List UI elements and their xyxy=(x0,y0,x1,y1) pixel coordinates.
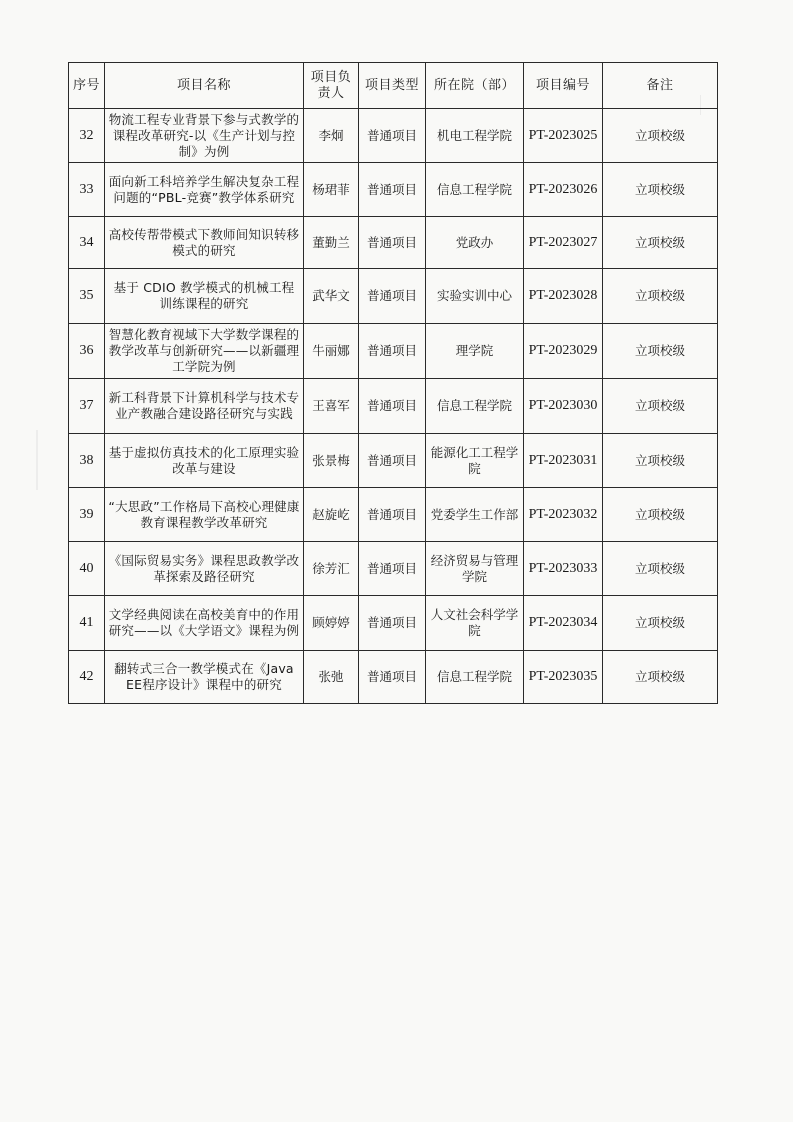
row-note: 立项校级 xyxy=(603,488,718,542)
project-table xyxy=(68,62,718,704)
table-row xyxy=(69,542,718,596)
row-no: 33 xyxy=(69,163,105,217)
row-project-name: 文学经典阅读在高校美育中的作用研究——以《大学语文》课程为例 xyxy=(105,596,304,651)
row-no: 37 xyxy=(69,379,105,434)
row-dept: 信息工程学院 xyxy=(426,379,524,434)
row-project-name: 物流工程专业背景下参与式教学的课程改革研究-以《生产计划与控制》为例 xyxy=(105,109,304,163)
row-leader: 顾婷婷 xyxy=(304,596,359,651)
row-project-name: 《国际贸易实务》课程思政教学改革探索及路径研究 xyxy=(105,542,304,596)
row-note: 立项校级 xyxy=(603,217,718,269)
row-project-name: 基于 CDIO 教学模式的机械工程训练课程的研究 xyxy=(105,269,304,324)
row-project-name: 高校传帮带模式下教师间知识转移模式的研究 xyxy=(105,217,304,269)
row-no: 42 xyxy=(69,651,105,704)
row-leader: 张景梅 xyxy=(304,434,359,488)
row-dept: 信息工程学院 xyxy=(426,163,524,217)
row-dept: 实验实训中心 xyxy=(426,269,524,324)
row-no: 41 xyxy=(69,596,105,651)
row-type: 普通项目 xyxy=(359,596,426,651)
row-type: 普通项目 xyxy=(359,651,426,704)
row-note: 立项校级 xyxy=(603,596,718,651)
header-name: 项目名称 xyxy=(105,63,304,109)
row-dept: 能源化工工程学院 xyxy=(426,434,524,488)
row-note: 立项校级 xyxy=(603,109,718,163)
row-type: 普通项目 xyxy=(359,488,426,542)
table-row xyxy=(69,109,718,163)
row-leader: 董勤兰 xyxy=(304,217,359,269)
row-no: 34 xyxy=(69,217,105,269)
row-type: 普通项目 xyxy=(359,324,426,379)
table-header-row xyxy=(69,63,718,109)
table-row xyxy=(69,488,718,542)
row-type: 普通项目 xyxy=(359,542,426,596)
scan-artifact xyxy=(36,430,38,490)
header-note: 备注 xyxy=(603,63,718,109)
row-project-name: 智慧化教育视域下大学数学课程的教学改革与创新研究——以新疆理工学院为例 xyxy=(105,324,304,379)
row-no: 40 xyxy=(69,542,105,596)
table-row xyxy=(69,324,718,379)
header-type: 项目类型 xyxy=(359,63,426,109)
table-row xyxy=(69,651,718,704)
row-type: 普通项目 xyxy=(359,269,426,324)
row-code: PT-2023028 xyxy=(524,269,603,324)
row-dept: 信息工程学院 xyxy=(426,651,524,704)
row-type: 普通项目 xyxy=(359,379,426,434)
row-code: PT-2023030 xyxy=(524,379,603,434)
row-code: PT-2023033 xyxy=(524,542,603,596)
header-code: 项目编号 xyxy=(524,63,603,109)
row-no: 35 xyxy=(69,269,105,324)
row-dept: 机电工程学院 xyxy=(426,109,524,163)
table-row xyxy=(69,217,718,269)
row-leader: 杨珺菲 xyxy=(304,163,359,217)
table-row xyxy=(69,163,718,217)
row-type: 普通项目 xyxy=(359,434,426,488)
row-note: 立项校级 xyxy=(603,434,718,488)
row-project-name: 新工科背景下计算机科学与技术专业产教融合建设路径研究与实践 xyxy=(105,379,304,434)
row-note: 立项校级 xyxy=(603,163,718,217)
row-project-name: 基于虚拟仿真技术的化工原理实验改革与建设 xyxy=(105,434,304,488)
row-note: 立项校级 xyxy=(603,269,718,324)
header-leader: 项目负责人 xyxy=(304,63,359,109)
row-note: 立项校级 xyxy=(603,651,718,704)
row-leader: 张弛 xyxy=(304,651,359,704)
row-code: PT-2023025 xyxy=(524,109,603,163)
row-leader: 牛丽娜 xyxy=(304,324,359,379)
row-type: 普通项目 xyxy=(359,217,426,269)
row-type: 普通项目 xyxy=(359,163,426,217)
row-dept: 党委学生工作部 xyxy=(426,488,524,542)
row-dept: 经济贸易与管理学院 xyxy=(426,542,524,596)
row-no: 32 xyxy=(69,109,105,163)
row-leader: 李炯 xyxy=(304,109,359,163)
row-code: PT-2023032 xyxy=(524,488,603,542)
row-project-name: 面向新工科培养学生解决复杂工程问题的“PBL-竞赛”教学体系研究 xyxy=(105,163,304,217)
row-type: 普通项目 xyxy=(359,109,426,163)
table-row xyxy=(69,269,718,324)
table-row xyxy=(69,434,718,488)
row-no: 38 xyxy=(69,434,105,488)
row-code: PT-2023027 xyxy=(524,217,603,269)
row-code: PT-2023031 xyxy=(524,434,603,488)
row-leader: 王喜军 xyxy=(304,379,359,434)
row-note: 立项校级 xyxy=(603,324,718,379)
row-leader: 徐芳汇 xyxy=(304,542,359,596)
row-code: PT-2023035 xyxy=(524,651,603,704)
row-dept: 人文社会科学学院 xyxy=(426,596,524,651)
row-code: PT-2023034 xyxy=(524,596,603,651)
row-no: 36 xyxy=(69,324,105,379)
row-leader: 赵旋屹 xyxy=(304,488,359,542)
row-dept: 理学院 xyxy=(426,324,524,379)
row-no: 39 xyxy=(69,488,105,542)
row-note: 立项校级 xyxy=(603,379,718,434)
row-dept: 党政办 xyxy=(426,217,524,269)
row-project-name: 翻转式三合一教学模式在《Java EE程序设计》课程中的研究 xyxy=(105,651,304,704)
row-code: PT-2023029 xyxy=(524,324,603,379)
table-row xyxy=(69,596,718,651)
row-project-name: “大思政”工作格局下高校心理健康教育课程教学改革研究 xyxy=(105,488,304,542)
row-leader: 武华文 xyxy=(304,269,359,324)
table-row xyxy=(69,379,718,434)
header-no: 序号 xyxy=(69,63,105,109)
header-dept: 所在院（部） xyxy=(426,63,524,109)
row-note: 立项校级 xyxy=(603,542,718,596)
row-code: PT-2023026 xyxy=(524,163,603,217)
